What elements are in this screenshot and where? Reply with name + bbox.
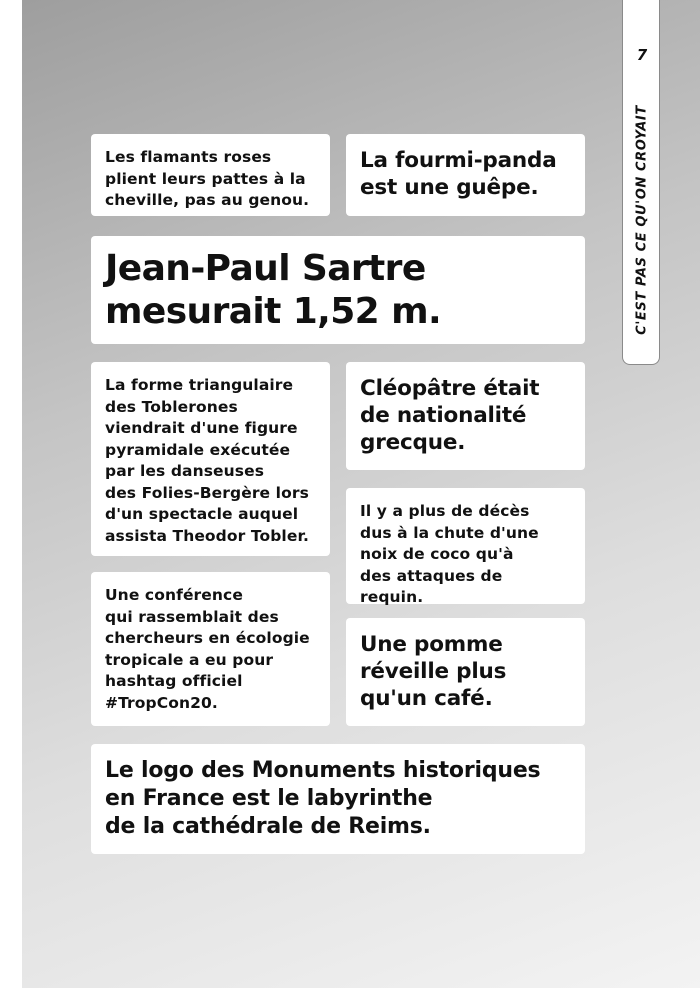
fact-card-coconut: Il y a plus de décès dus à la chute d'une noix de coco qu'à des attaques de requin. xyxy=(346,488,585,604)
section-tab xyxy=(622,0,660,365)
fact-card-apple: Une pomme réveille plus qu'un café. xyxy=(346,618,585,726)
page-number: 7 xyxy=(636,46,648,64)
fact-card-cleopatra: Cléopâtre était de nationalité grecque. xyxy=(346,362,585,470)
section-title: C'EST PAS CE QU'ON CROYAIT xyxy=(634,105,650,335)
fact-card-monuments-logo: Le logo des Monuments historiques en France est le labyrinthe de la cathédrale de Reims. xyxy=(91,744,585,854)
fact-card-toblerone: La forme triangulaire des Toblerones viendrait d'une figure pyramidale exécutée par les danseuses des Folies-Bergère lors d'un spectacle auquel assista Theodor Tobler. xyxy=(91,362,330,556)
fact-card-conference: Une conférence qui rassemblait des chercheurs en écologie tropicale a eu pour hashtag officiel #TropCon20. xyxy=(91,572,330,726)
fact-card-panda-ant: La fourmi-panda est une guêpe. xyxy=(346,134,585,216)
fact-card-flamingos: Les flamants roses plient leurs pattes à la cheville, pas au genou. xyxy=(91,134,330,216)
fact-card-sartre: Jean-Paul Sartre mesurait 1,52 m. xyxy=(91,236,585,344)
